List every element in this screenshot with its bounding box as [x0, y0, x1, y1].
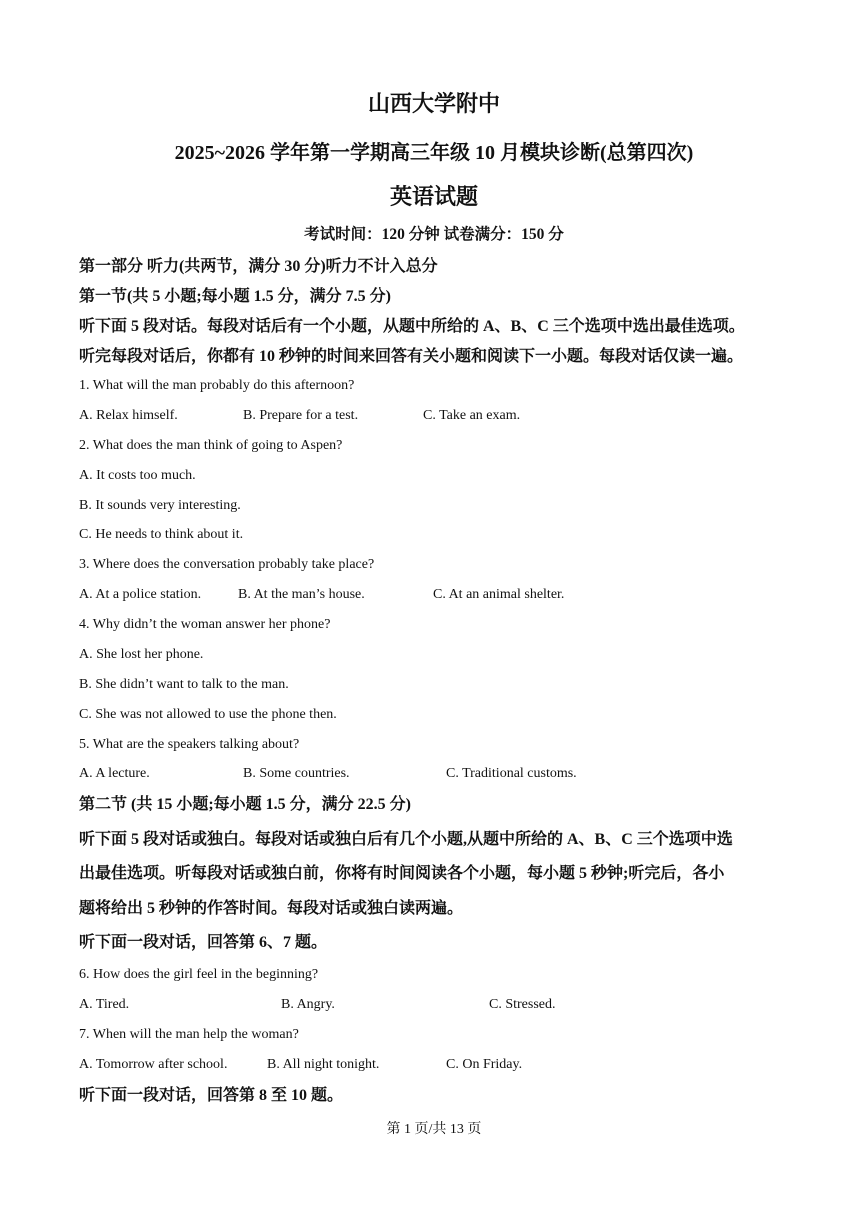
question-1-option-b: B. Prepare for a test. [243, 408, 359, 423]
question-7-option-a: A. Tomorrow after school. [79, 1057, 228, 1072]
school-name: 山西大学附中 [367, 91, 500, 116]
question-6-option-c: C. Stressed. [489, 997, 556, 1012]
question-2-option-c: C. He needs to think about it. [79, 527, 244, 542]
question-5-option-a: A. A lecture. [79, 766, 150, 781]
question-3-option-c: C. At an animal shelter. [433, 587, 565, 602]
group-heading-8-10: 听下面一段对话，回答第 8 至 10 题。 [79, 1087, 344, 1104]
question-1: 1. What will the man probably do this afternoon? [79, 378, 355, 393]
question-4-option-b: B. She didn’t want to talk to the man. [79, 677, 289, 692]
question-1-option-a: A. Relax himself. [79, 408, 178, 423]
question-4: 4. Why didn’t the woman answer her phone? [79, 617, 331, 632]
exam-title: 2025~2026 学年第一学期高三年级 10 月模块诊断(总第四次) [174, 142, 694, 164]
section1-instruction-line: 听下面 5 段对话。每段对话后有一个小题，从题中所给的 A、B、C 三个选项中选出最佳选项。 [79, 318, 745, 335]
question-6: 6. How does the girl feel in the beginning? [79, 967, 319, 982]
question-2: 2. What does the man think of going to Aspen? [79, 438, 343, 453]
section2-heading: 第二节 (共 15 小题;每小题 1.5 分，满分 22.5 分) [79, 796, 411, 813]
group-heading-6-7: 听下面一段对话，回答第 6、7 题。 [79, 934, 328, 951]
section2-instruction-line: 听下面 5 段对话或独白。每段对话或独白后有几个小题,从题中所给的 A、B、C 三个选项中选 [79, 831, 733, 848]
question-6-option-a: A. Tired. [79, 997, 130, 1012]
question-7: 7. When will the man help the woman? [79, 1027, 299, 1042]
section1-heading: 第一节(共 5 小题;每小题 1.5 分，满分 7.5 分) [79, 288, 391, 305]
question-3: 3. Where does the conversation probably take place? [79, 557, 375, 572]
question-7-option-c: C. On Friday. [446, 1057, 523, 1072]
question-2-option-a: A. It costs too much. [79, 468, 196, 483]
question-6-option-b: B. Angry. [281, 997, 335, 1012]
part1-heading: 第一部分 听力(共两节，满分 30 分)听力不计入总分 [79, 258, 438, 275]
question-3-option-b: B. At the man’s house. [238, 587, 365, 602]
question-5-option-b: B. Some countries. [243, 766, 350, 781]
question-3-option-a: A. At a police station. [79, 587, 202, 602]
section2-instruction-line: 出最佳选项。听每段对话或独白前，你将有时间阅读各个小题，每小题 5 秒钟;听完后，各小 [79, 865, 725, 882]
question-5-option-c: C. Traditional customs. [446, 766, 577, 781]
exam-info: 考试时间：120 分钟 试卷满分：150 分 [304, 226, 564, 243]
page-number: 第 1 页/共 13 页 [386, 1122, 482, 1137]
subject-title: 英语试题 [389, 184, 478, 209]
question-4-option-c: C. She was not allowed to use the phone then. [79, 707, 337, 722]
question-2-option-b: B. It sounds very interesting. [79, 498, 241, 513]
question-1-option-c: C. Take an exam. [423, 408, 521, 423]
question-7-option-b: B. All night tonight. [267, 1057, 380, 1072]
section2-instruction-line: 题将给出 5 秒钟的作答时间。每段对话或独白读两遍。 [79, 900, 464, 917]
question-5: 5. What are the speakers talking about? [79, 737, 300, 752]
question-4-option-a: A. She lost her phone. [79, 647, 204, 662]
section1-instruction-line: 听完每段对话后，你都有 10 秒钟的时间来回答有关小题和阅读下一小题。每段对话仅读一遍。 [79, 348, 744, 365]
